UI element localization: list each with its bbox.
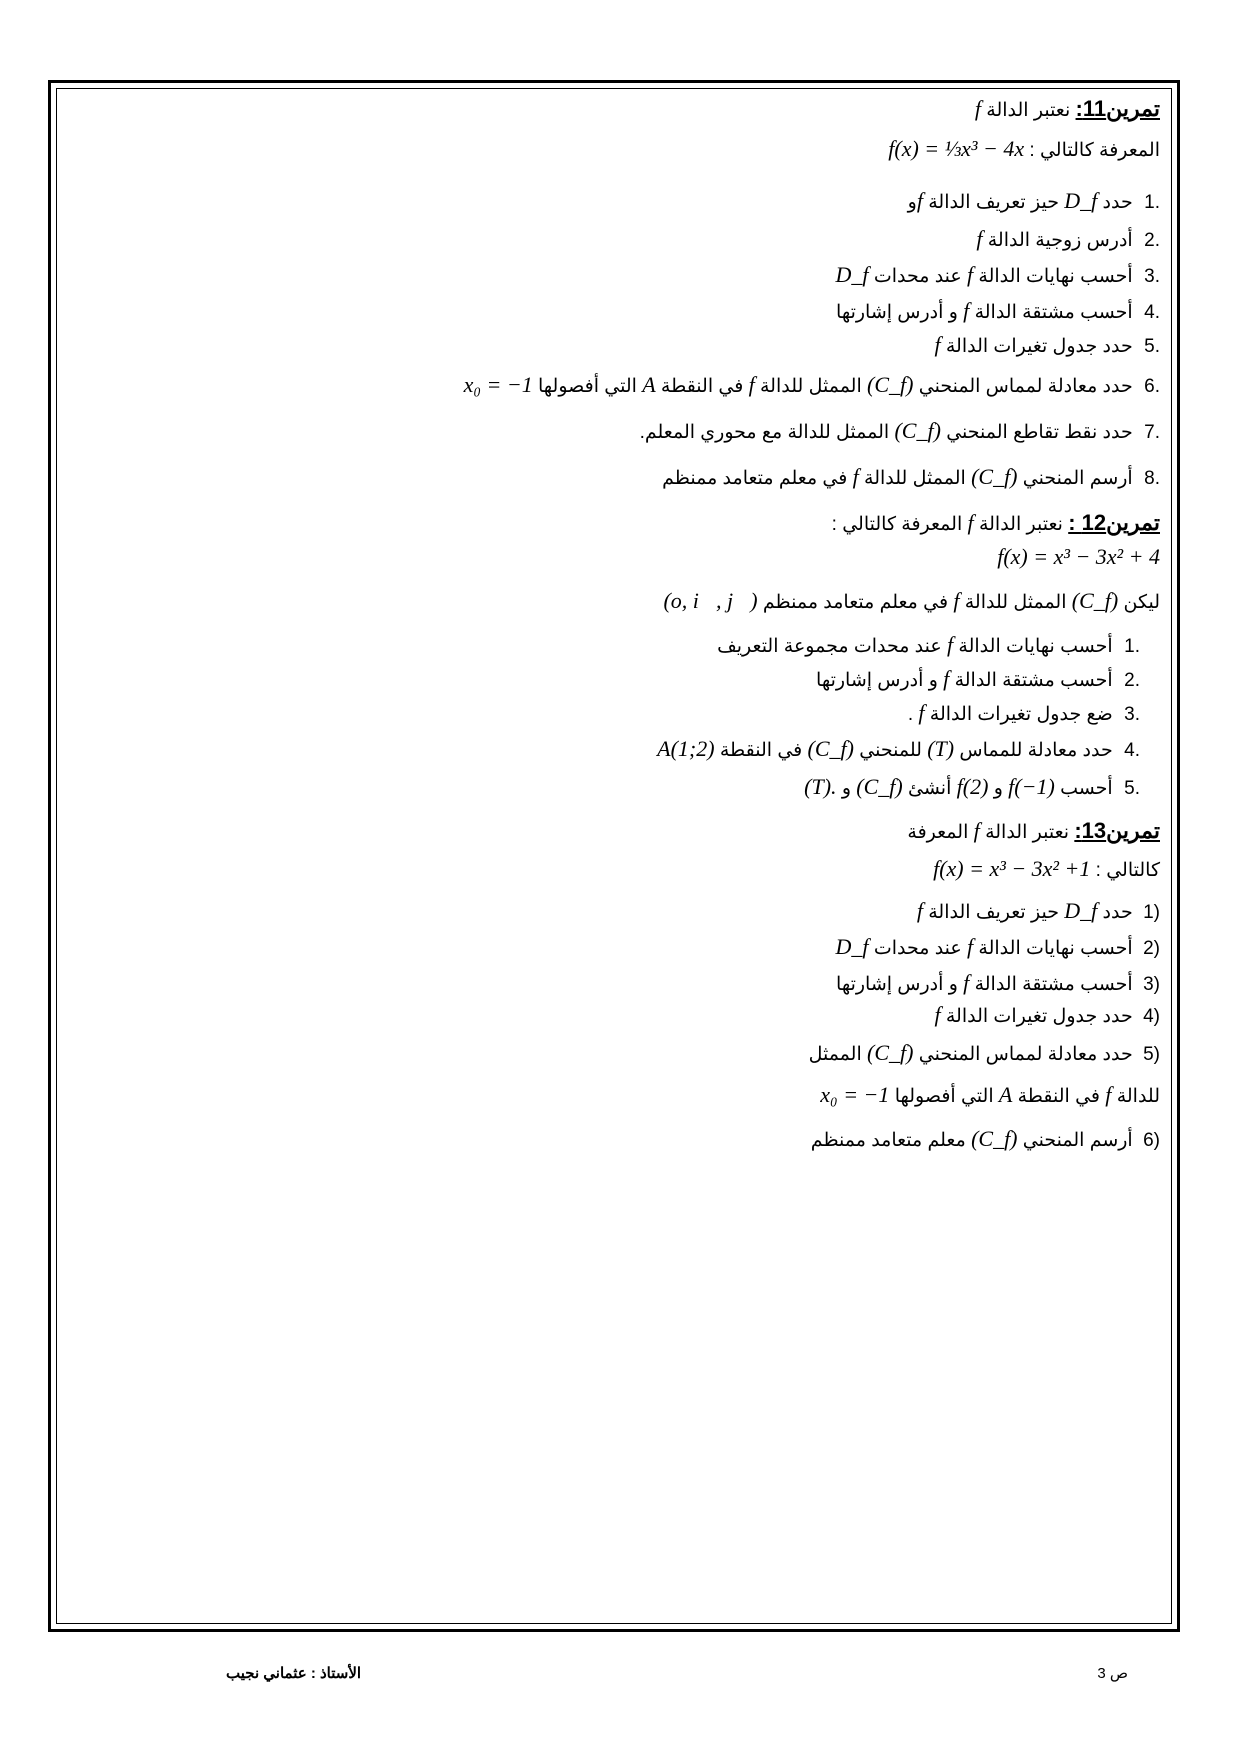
ex11-item-8 [662, 464, 1160, 490]
ex13-title: تمرين13: [1074, 818, 1160, 843]
item-text: حدد نقط تقاطع المنحني [946, 422, 1133, 443]
item-number: .4 [1144, 302, 1160, 323]
item-number: (3 [1143, 974, 1160, 995]
item-text: الممثل [808, 1044, 862, 1065]
ex13-item-1 [917, 898, 1160, 924]
item-text: و [993, 778, 1003, 799]
item-math: (T) [927, 736, 955, 761]
ex13-item-5 [809, 1040, 1160, 1066]
item-number: .3 [1144, 266, 1160, 287]
ex12-let-line [663, 588, 1160, 614]
item-math: f [947, 632, 954, 657]
item-math: A [998, 1082, 1013, 1107]
ex13-item-2 [836, 934, 1160, 960]
ex13-intro: نعتبر الدالة [985, 822, 1070, 843]
ex11-fn: f [974, 96, 981, 121]
item-math: D_f [1064, 188, 1098, 213]
item-text: أحسب نهايات الدالة [978, 938, 1133, 959]
item-text: الممثل للدالة مع محوري المعلم. [639, 422, 890, 443]
item-number: (6 [1143, 1130, 1160, 1151]
item-math: D_f [1064, 898, 1098, 923]
item-math: f(−1) [1008, 774, 1055, 799]
ex12-heading [832, 510, 1160, 536]
item-text: حدد [1102, 902, 1133, 923]
item-math: f [943, 666, 950, 691]
item-number: .4 [1124, 740, 1140, 761]
author-name: الأستاذ : عثماني نجيب [226, 1665, 362, 1682]
item-text: أحسب مشتقة الدالة [954, 670, 1113, 691]
ex12-formula: f(x) = x³ − 3x² + 4 [997, 544, 1160, 569]
item-text: في النقطة [719, 740, 803, 761]
item-text: الممثل للدالة [964, 592, 1067, 613]
item-text: أحسب نهايات الدالة [978, 266, 1133, 287]
item-math: f [934, 332, 941, 357]
item-text: في معلم متعامد ممنظم [662, 468, 848, 489]
item-math: (C_f) [894, 418, 941, 443]
item-number: (5 [1143, 1044, 1160, 1065]
item-number: .8 [1144, 468, 1160, 489]
item-text: أدرس زوجية الدالة [987, 230, 1133, 251]
item-text: و أدرس إشارتها [816, 670, 938, 691]
item-text: و [841, 778, 851, 799]
ex12-item-1 [717, 632, 1140, 658]
ex11-item-1 [908, 188, 1160, 214]
ex13-formula: f(x) = x³ − 3x² +1 [933, 856, 1091, 881]
item-number: .7 [1144, 422, 1160, 443]
item-text: التي أفصولها [538, 376, 637, 397]
ex12-item-4 [657, 736, 1140, 762]
ex11-intro: نعتبر الدالة [986, 100, 1071, 121]
item-text: أحسب [1060, 778, 1113, 799]
item-math: (C_f) [807, 736, 854, 761]
ex13-heading [907, 818, 1160, 844]
ex13-item-6 [811, 1126, 1160, 1152]
item-math: x₀ = −1 [463, 372, 533, 397]
item-number: .2 [1124, 670, 1140, 691]
ex12-definition [997, 544, 1160, 570]
ex11-item-7 [640, 418, 1160, 444]
item-text: في النقطة [660, 376, 744, 397]
item-math: f [748, 372, 755, 397]
ex13-item-5-continued [820, 1082, 1160, 1108]
document-content [60, 92, 1160, 1612]
item-math: f [916, 188, 923, 213]
item-number: .1 [1144, 192, 1160, 213]
item-math: (C_f) [971, 1126, 1018, 1151]
item-number: (2 [1143, 938, 1160, 959]
item-math: f [916, 898, 923, 923]
ex11-item-5 [934, 332, 1160, 358]
ex13-item-4 [934, 1002, 1160, 1028]
ex13-fn: f [973, 818, 980, 843]
item-text: أرسم المنحني [1022, 1130, 1133, 1151]
ex12-intro: نعتبر الدالة [978, 514, 1063, 535]
item-number: (4 [1143, 1006, 1160, 1027]
item-number: .3 [1124, 704, 1140, 725]
item-math: f [967, 262, 974, 287]
item-math: (C_f) [971, 464, 1018, 489]
ex11-item-6 [464, 372, 1160, 398]
item-text: حدد معادلة للمماس [959, 740, 1113, 761]
item-text: عند محدات مجموعة التعريف [717, 636, 942, 657]
item-text: حيز تعريف الدالة [928, 192, 1059, 213]
item-number: .6 [1144, 376, 1160, 397]
item-text: . [907, 704, 914, 725]
ex13-item-3 [836, 970, 1160, 996]
item-text: أرسم المنحني [1022, 468, 1133, 489]
ex11-def-label: المعرفة كالتالي : [1029, 140, 1160, 161]
item-text: حدد [1102, 192, 1133, 213]
item-math: (T). [804, 774, 837, 799]
item-number: .5 [1144, 336, 1160, 357]
ex13-def-label: كالتالي : [1095, 860, 1160, 881]
item-text: في معلم متعامد ممنظم [762, 592, 949, 613]
item-text: عند محدات [873, 938, 962, 959]
ex12-title: تمرين12 : [1068, 510, 1160, 535]
item-text: للمنحني [859, 740, 922, 761]
ex11-formula: f(x) = ⅓x³ − 4x [888, 136, 1025, 161]
item-math: f [976, 226, 983, 251]
item-math: A(1;2) [657, 736, 715, 761]
item-math: x₀ = −1 [820, 1082, 890, 1107]
item-math: (C_f) [867, 1040, 914, 1065]
item-math: A [642, 372, 656, 397]
item-math: f [963, 970, 970, 995]
ex11-item-3 [836, 262, 1160, 288]
item-number: .5 [1124, 778, 1140, 799]
item-text: و [907, 192, 917, 213]
item-text: أحسب مشتقة الدالة [974, 302, 1133, 323]
item-math: f [967, 934, 974, 959]
ex12-intro2: المعرفة كالتالي : [831, 514, 963, 535]
item-text: ليكن [1123, 592, 1160, 613]
item-text: ضع جدول تغيرات الدالة [929, 704, 1113, 725]
item-math: (o, i⃗, j⃗) [663, 588, 758, 613]
item-math: D_f [835, 262, 869, 287]
item-text: عند محدات [873, 266, 962, 287]
item-text: للدالة [1116, 1086, 1160, 1107]
item-text: حدد جدول تغيرات الدالة [945, 336, 1133, 357]
item-math: D_f [835, 934, 869, 959]
item-math: f [1105, 1082, 1112, 1107]
ex12-fn: f [967, 510, 974, 535]
ex11-title: تمرين11: [1075, 96, 1160, 121]
item-text: أحسب مشتقة الدالة [974, 974, 1133, 995]
ex12-item-5 [804, 774, 1140, 800]
ex13-intro2: المعرفة [907, 822, 969, 843]
item-text: معلم متعامد ممنظم [810, 1130, 966, 1151]
ex11-item-2 [976, 226, 1160, 252]
item-number: .2 [1144, 230, 1160, 251]
item-math: f [934, 1002, 941, 1027]
item-text: حدد جدول تغيرات الدالة [945, 1006, 1133, 1027]
item-number: (1 [1143, 902, 1160, 923]
item-math: (C_f) [867, 372, 914, 397]
item-math: f(2) [956, 774, 989, 799]
item-text: و أدرس إشارتها [836, 302, 958, 323]
ex11-definition [888, 136, 1160, 162]
ex11-heading [975, 96, 1160, 122]
item-math: (C_f) [1071, 588, 1119, 613]
item-math: f [963, 298, 970, 323]
item-text: حدد معادلة لمماس المنحني [918, 1044, 1133, 1065]
item-text: الممثل للدالة [760, 376, 862, 397]
page-number: ص 3 [1097, 1665, 1128, 1682]
item-text: في النقطة [1017, 1086, 1100, 1107]
item-text: و أدرس إشارتها [836, 974, 958, 995]
item-text: حدد معادلة لمماس المنحني [918, 376, 1133, 397]
item-text: التي أفصولها [894, 1086, 994, 1107]
item-number: .1 [1124, 636, 1140, 657]
ex12-item-2 [816, 666, 1140, 692]
item-math: f [953, 588, 960, 613]
ex12-item-3 [908, 700, 1140, 726]
item-math: (C_f) [856, 774, 903, 799]
item-text: أنشئ [908, 778, 952, 799]
item-text: أحسب نهايات الدالة [958, 636, 1113, 657]
item-text: حيز تعريف الدالة [928, 902, 1059, 923]
item-math: f [918, 700, 925, 725]
ex13-definition [933, 856, 1160, 882]
ex11-item-4 [836, 298, 1160, 324]
item-text: الممثل للدالة [864, 468, 966, 489]
item-math: f [852, 464, 859, 489]
